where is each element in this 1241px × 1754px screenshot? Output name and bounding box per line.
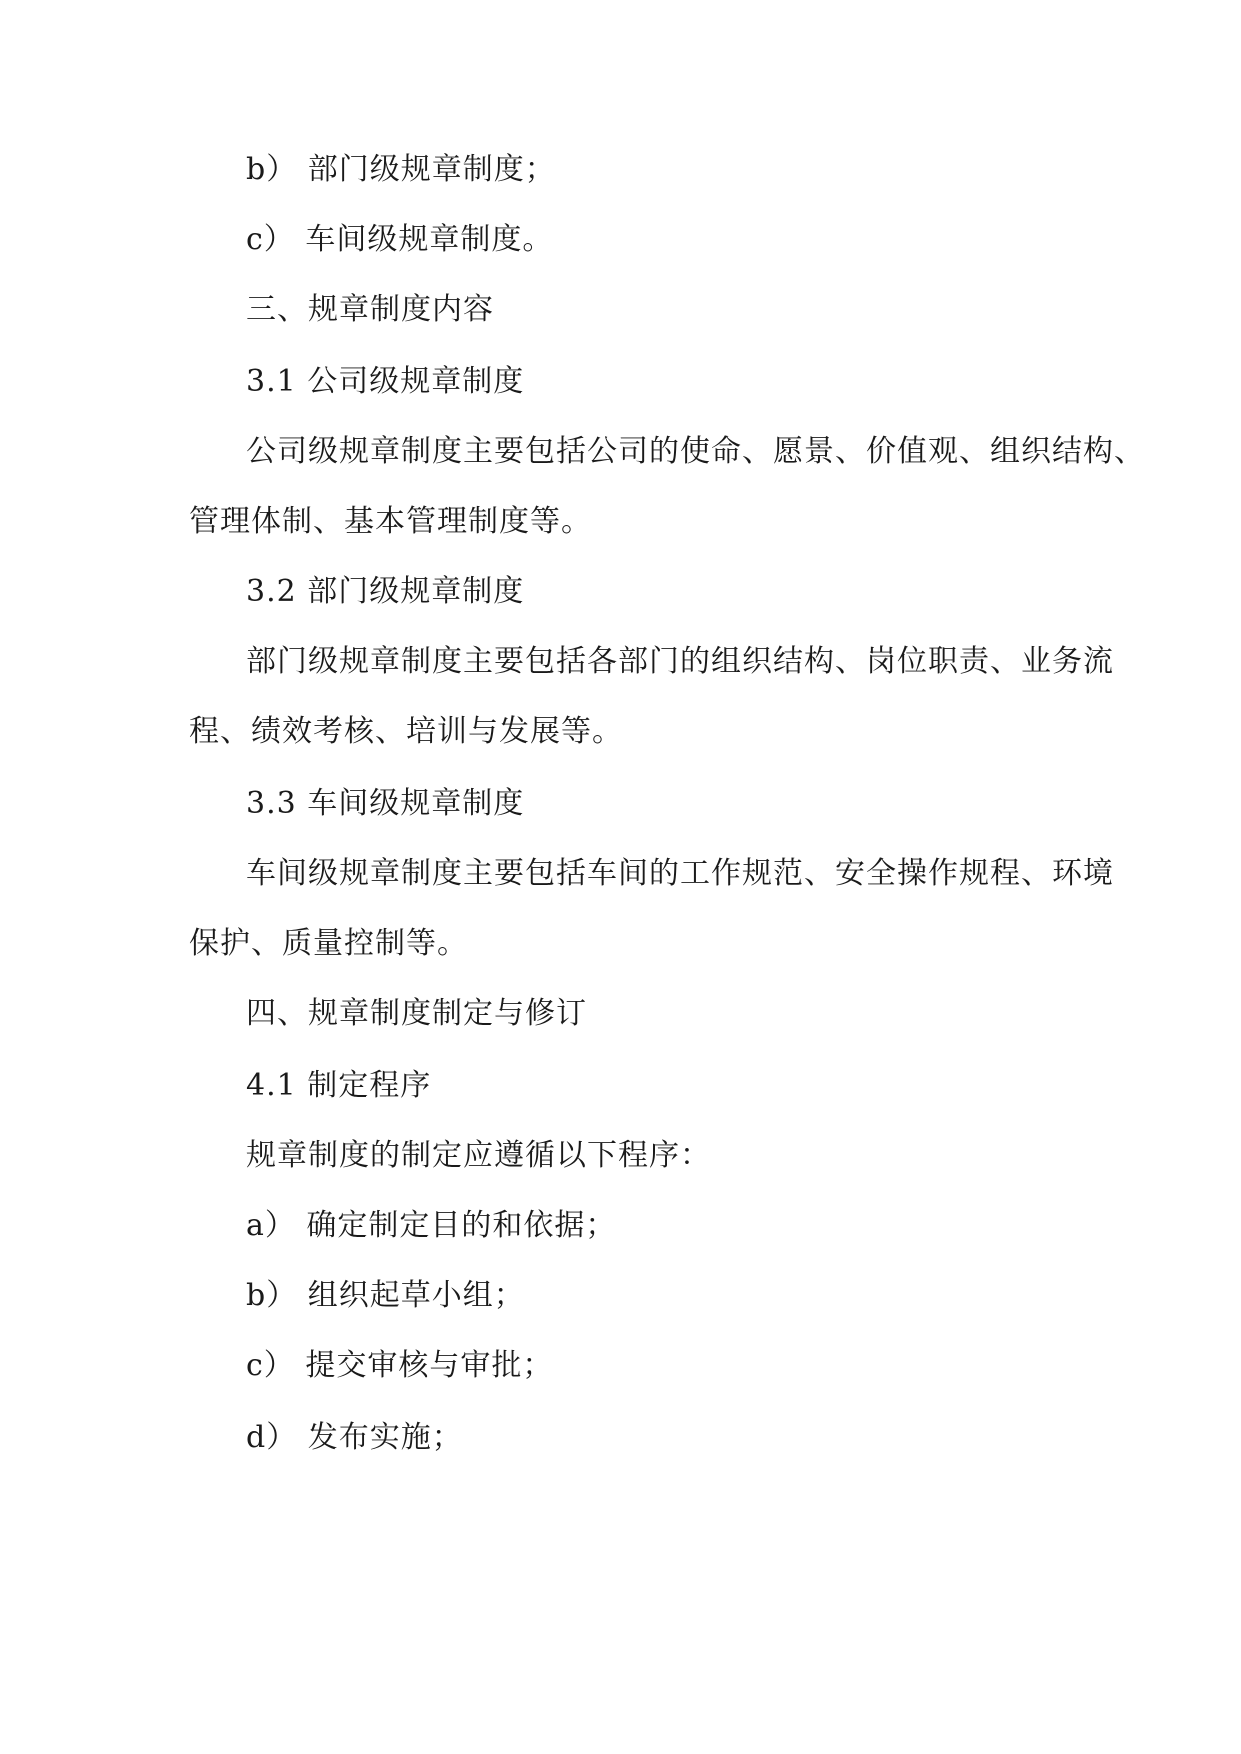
paragraph-4-1: 规章制度的制定应遵循以下程序：	[246, 1138, 711, 1173]
list-item-b-drafting-group: b） 组织起草小组；	[246, 1278, 525, 1313]
list-item-a-purpose: a） 确定制定目的和依据；	[246, 1208, 617, 1243]
subsection-heading-3-1: 3.1 公司级规章制度	[246, 364, 525, 399]
subsection-heading-3-2: 3.2 部门级规章制度	[246, 574, 525, 609]
section-heading-4: 四、规章制度制定与修订	[246, 996, 587, 1031]
paragraph-3-3-line-1: 车间级规章制度主要包括车间的工作规范、安全操作规程、环境	[246, 856, 1114, 891]
paragraph-3-1-line-2: 管理体制、基本管理制度等。	[189, 504, 592, 539]
list-item-d-publish: d） 发布实施；	[246, 1420, 463, 1455]
paragraph-3-1-line-1: 公司级规章制度主要包括公司的使命、愿景、价值观、组织结构、	[246, 434, 1145, 469]
list-item-c-review-approval: c） 提交审核与审批；	[246, 1348, 554, 1383]
list-item-b-department-rules: b） 部门级规章制度；	[246, 152, 556, 187]
section-heading-3: 三、规章制度内容	[246, 292, 494, 327]
subsection-heading-3-3: 3.3 车间级规章制度	[246, 786, 525, 821]
paragraph-3-2-line-2: 程、绩效考核、培训与发展等。	[189, 714, 623, 749]
subsection-heading-4-1: 4.1 制定程序	[246, 1068, 432, 1103]
paragraph-3-2-line-1: 部门级规章制度主要包括各部门的组织结构、岗位职责、业务流	[246, 644, 1114, 679]
paragraph-3-3-line-2: 保护、质量控制等。	[189, 926, 468, 961]
list-item-c-workshop-rules: c） 车间级规章制度。	[246, 222, 554, 257]
